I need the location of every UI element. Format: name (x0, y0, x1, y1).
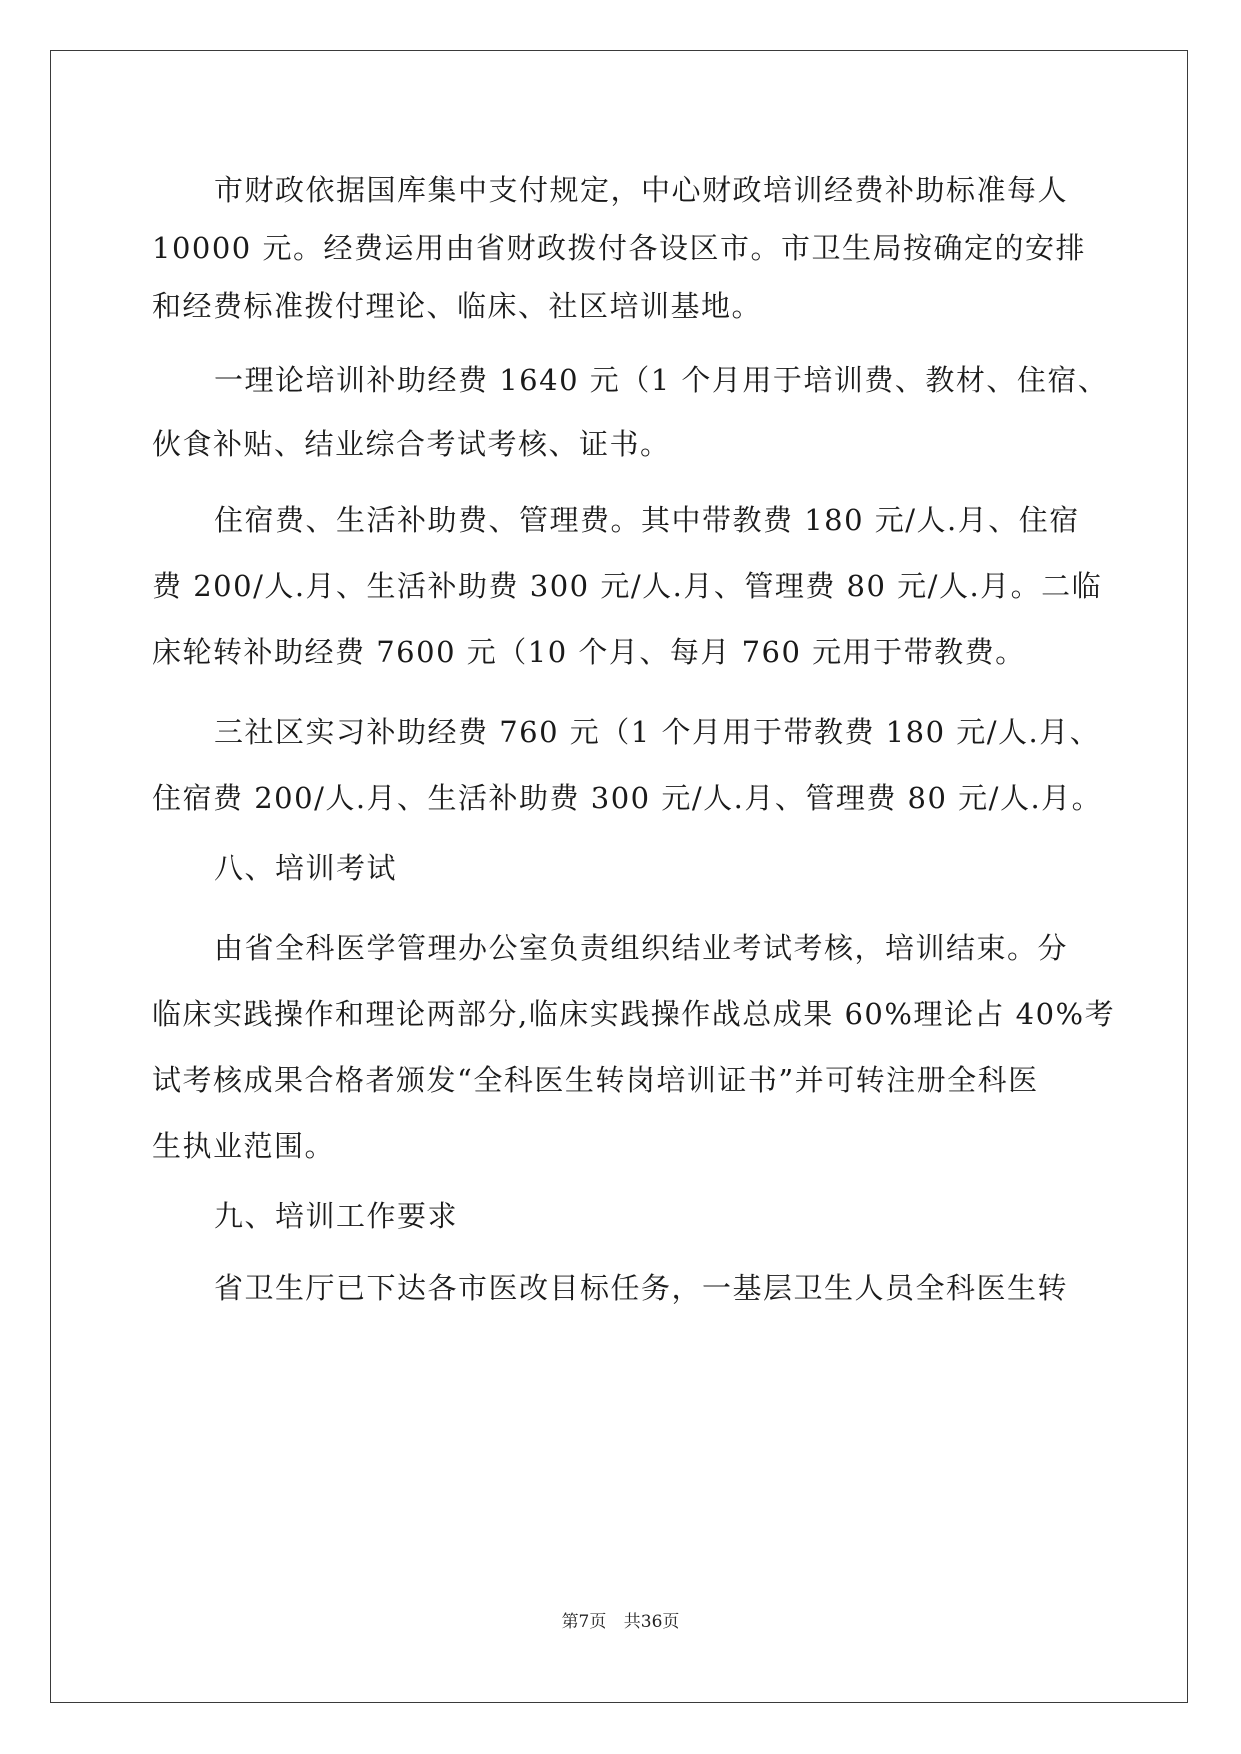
paragraph-line: 床轮转补助经费 7600 元（10 个月、每月 760 元用于带教费。 (152, 635, 1026, 669)
paragraph-line: 费 200/人.月、生活补助费 300 元/人.月、管理费 80 元/人.月。二临 (152, 569, 1103, 603)
paragraph-line: 和经费标准拨付理论、临床、社区培训基地。 (152, 289, 763, 323)
current-page-number: 第7页 (561, 1612, 607, 1632)
section-heading: 九、培训工作要求 (214, 1199, 459, 1233)
paragraph-line: 一理论培训补助经费 1640 元（1 个月用于培训费、教材、住宿、 (214, 363, 1109, 397)
paragraph-line: 市财政依据国库集中支付规定，中心财政培训经费补助标准每人 (214, 173, 1069, 207)
paragraph-line: 住宿费、生活补助费、管理费。其中带教费 180 元/人.月、住宿 (214, 503, 1080, 537)
paragraph-line: 住宿费 200/人.月、生活补助费 300 元/人.月、管理费 80 元/人.月。 (152, 781, 1103, 815)
paragraph-line: 生执业范围。 (152, 1129, 336, 1163)
paragraph-line: 临床实践操作和理论两部分,临床实践操作战总成果 60%理论占 40%考 (152, 997, 1116, 1031)
paragraph-line: 10000 元。经费运用由省财政拨付各设区市。市卫生局按确定的安排 (152, 231, 1086, 265)
section-heading: 八、培训考试 (214, 851, 398, 885)
total-pages: 共36页 (623, 1612, 680, 1632)
paragraph-line: 伙食补贴、结业综合考试考核、证书。 (152, 427, 671, 461)
paragraph-line: 三社区实习补助经费 760 元（1 个月用于带教费 180 元/人.月、 (214, 715, 1101, 749)
page-footer (0, 1610, 1241, 1634)
paragraph-line: 试考核成果合格者颁发“全科医生转岗培训证书”并可转注册全科医 (152, 1063, 1039, 1097)
paragraph-line: 由省全科医学管理办公室负责组织结业考试考核，培训结束。分 (214, 931, 1069, 965)
paragraph-line: 省卫生厅已下达各市医改目标任务，一基层卫生人员全科医生转 (214, 1271, 1069, 1305)
